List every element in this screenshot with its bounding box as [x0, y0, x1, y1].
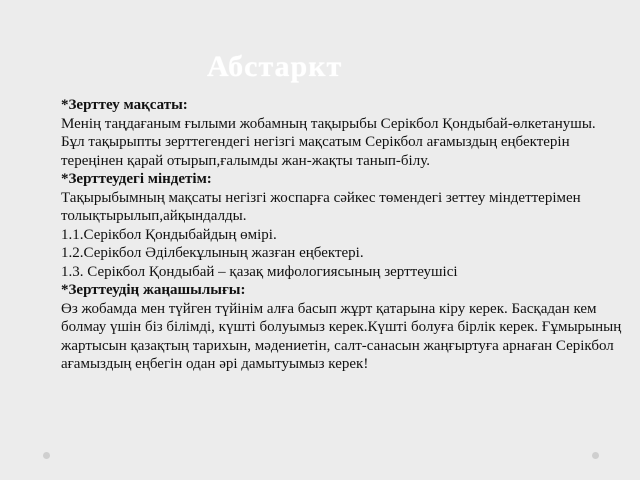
tasks-heading: *Зерттеудегі міндетім:	[61, 171, 212, 187]
slide-title: Абстаркт	[207, 50, 343, 83]
novelty-heading: *Зерттеудің жаңашылығы:	[61, 282, 246, 298]
tasks-intro: Тақырыбымның мақсаты негізгі жоспарға сәйкес төмендегі зеттеу міндеттерімен толықтырылып,айқындалды.	[61, 189, 581, 224]
task-item: 1.2.Серікбол Әділбекұлының жазған еңбектері.	[61, 245, 364, 261]
task-item: 1.1.Серікбол Қондыбайдың өмірі.	[61, 226, 277, 243]
decorative-dot	[43, 452, 50, 459]
aim-paragraph-2: Бұл тақырыпты зерттегендегі негізгі мақсатым Серікбол ағамыздың еңбектерін тереңінен қарай отырып,ғалымды жан-жақты танып-білу.	[61, 134, 570, 169]
novelty-paragraph: Өз жобамда мен түйген түйінім алға басып жұрт қатарына кіру керек. Басқадан кем болмау үшін біз білімді, күшті болуымыз керек.Күшті болуға бірлік керек. Ғұмырының жартысын қазақтың тарихын, мәдениетін, салт-санасын жаңғыртуға арнаған Серікбол ағамыздың еңбегін одан әрі дамытуымыз керек!	[61, 300, 622, 372]
aim-paragraph-1: Менің таңдағаным ғылыми жобамның тақырыбы Серікбол Қондыбай-өлкетанушы.	[61, 115, 596, 132]
aim-heading: *Зерттеу мақсаты:	[61, 97, 188, 113]
slide-content	[61, 96, 631, 374]
decorative-dot	[592, 452, 599, 459]
task-item: 1.3. Серікбол Қондыбай – қазақ мифологиясының зерттеушісі	[61, 263, 458, 280]
